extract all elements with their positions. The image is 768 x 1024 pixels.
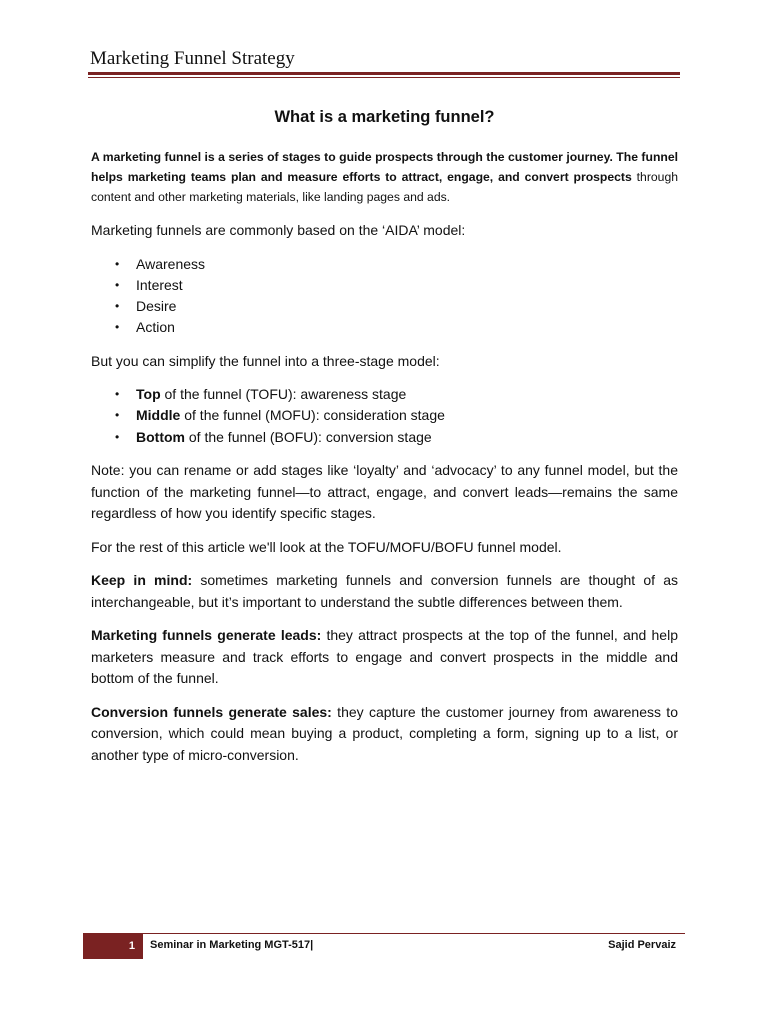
header-rule-thin xyxy=(88,77,680,78)
intro-bold: A marketing funnel is a series of stages to guide prospects through the customer journey. The funnel helps marketing teams plan and measure efforts to attract, engage, and convert prospects xyxy=(91,150,678,184)
marketing-funnels-text: they attract prospects at the top of the funnel, and help marketers measure and track efforts to engage and convert prospects in the middle and bottom of the funnel. xyxy=(91,627,678,687)
bullet-icon: • xyxy=(115,387,120,402)
conversion-funnels-paragraph xyxy=(91,702,678,767)
list-item xyxy=(91,317,678,338)
note-paragraph: Note: you can rename or add stages like ‘loyalty’ and ‘advocacy’ to any funnel model, but the function of the marketing funnel—to attract, engage, and convert leads—remains the same regardless of how you identify specific stages. xyxy=(91,462,678,522)
header-title: Marketing Funnel Strategy xyxy=(90,48,295,69)
stage-rest: of the funnel (MOFU): consideration stage xyxy=(180,407,445,424)
stage-rest: of the funnel (BOFU): conversion stage xyxy=(185,428,432,445)
stage-bold: Bottom xyxy=(136,428,185,445)
aida-letter: D xyxy=(136,298,147,315)
conversion-funnels-text: they capture the customer journey from awareness to conversion, which could mean buying a product, completing a form, signing up to a list, or another type of micro-conversion. xyxy=(91,703,678,763)
keep-in-mind-paragraph xyxy=(91,570,678,613)
intro-rest: through content and other marketing materials, like landing pages and ads. xyxy=(91,170,678,204)
page-heading: What is a marketing funnel? xyxy=(274,108,495,126)
page-number: 1 xyxy=(128,940,135,952)
aida-list xyxy=(91,254,678,339)
aida-rest: ction xyxy=(145,319,175,336)
stage-bold: Middle xyxy=(136,407,181,424)
bullet-icon: • xyxy=(115,408,120,423)
footer-course: Seminar in Marketing MGT-517| xyxy=(150,939,314,951)
marketing-funnels-paragraph xyxy=(91,625,678,690)
aida-letter: I xyxy=(136,276,140,293)
stage-rest: of the funnel (TOFU): awareness stage xyxy=(160,386,407,403)
bullet-icon: • xyxy=(115,299,120,314)
aida-letter: A xyxy=(136,255,146,272)
footer-author: Sajid Pervaiz xyxy=(608,939,676,951)
rest-of-article-paragraph: For the rest of this article we'll look at the TOFU/MOFU/BOFU funnel model. xyxy=(91,538,562,555)
keep-in-mind-text: sometimes marketing funnels and conversion funnels are thought of as interchangeable, but it’s important to understand the subtle differences between them. xyxy=(91,572,678,610)
stage-bold: Top xyxy=(136,386,161,403)
keep-in-mind-label: Keep in mind: xyxy=(91,572,193,589)
aida-rest: esire xyxy=(146,298,177,315)
intro-paragraph xyxy=(91,147,678,207)
list-item xyxy=(91,384,678,405)
page-number-box xyxy=(83,933,143,959)
bullet-icon: • xyxy=(115,429,120,444)
list-item xyxy=(91,405,678,426)
list-item xyxy=(91,296,678,317)
bullet-icon: • xyxy=(115,320,120,335)
aida-rest: wareness xyxy=(145,255,206,272)
document-body xyxy=(91,108,678,778)
list-item xyxy=(91,427,678,448)
list-item xyxy=(91,254,678,275)
aida-letter: A xyxy=(136,319,146,336)
list-item xyxy=(91,275,678,296)
bullet-icon: • xyxy=(115,277,120,292)
header-rule-thick xyxy=(88,72,680,75)
bullet-icon: • xyxy=(115,256,120,271)
aida-intro: Marketing funnels are commonly based on the ‘AIDA’ model: xyxy=(91,222,466,238)
conversion-funnels-label: Conversion funnels generate sales: xyxy=(91,703,332,720)
simplify-intro: But you can simplify the funnel into a three-stage model: xyxy=(91,352,440,369)
stage-list xyxy=(91,384,678,448)
footer-rule xyxy=(143,933,685,934)
aida-rest: nterest xyxy=(139,276,183,293)
marketing-funnels-label: Marketing funnels generate leads: xyxy=(91,627,322,644)
